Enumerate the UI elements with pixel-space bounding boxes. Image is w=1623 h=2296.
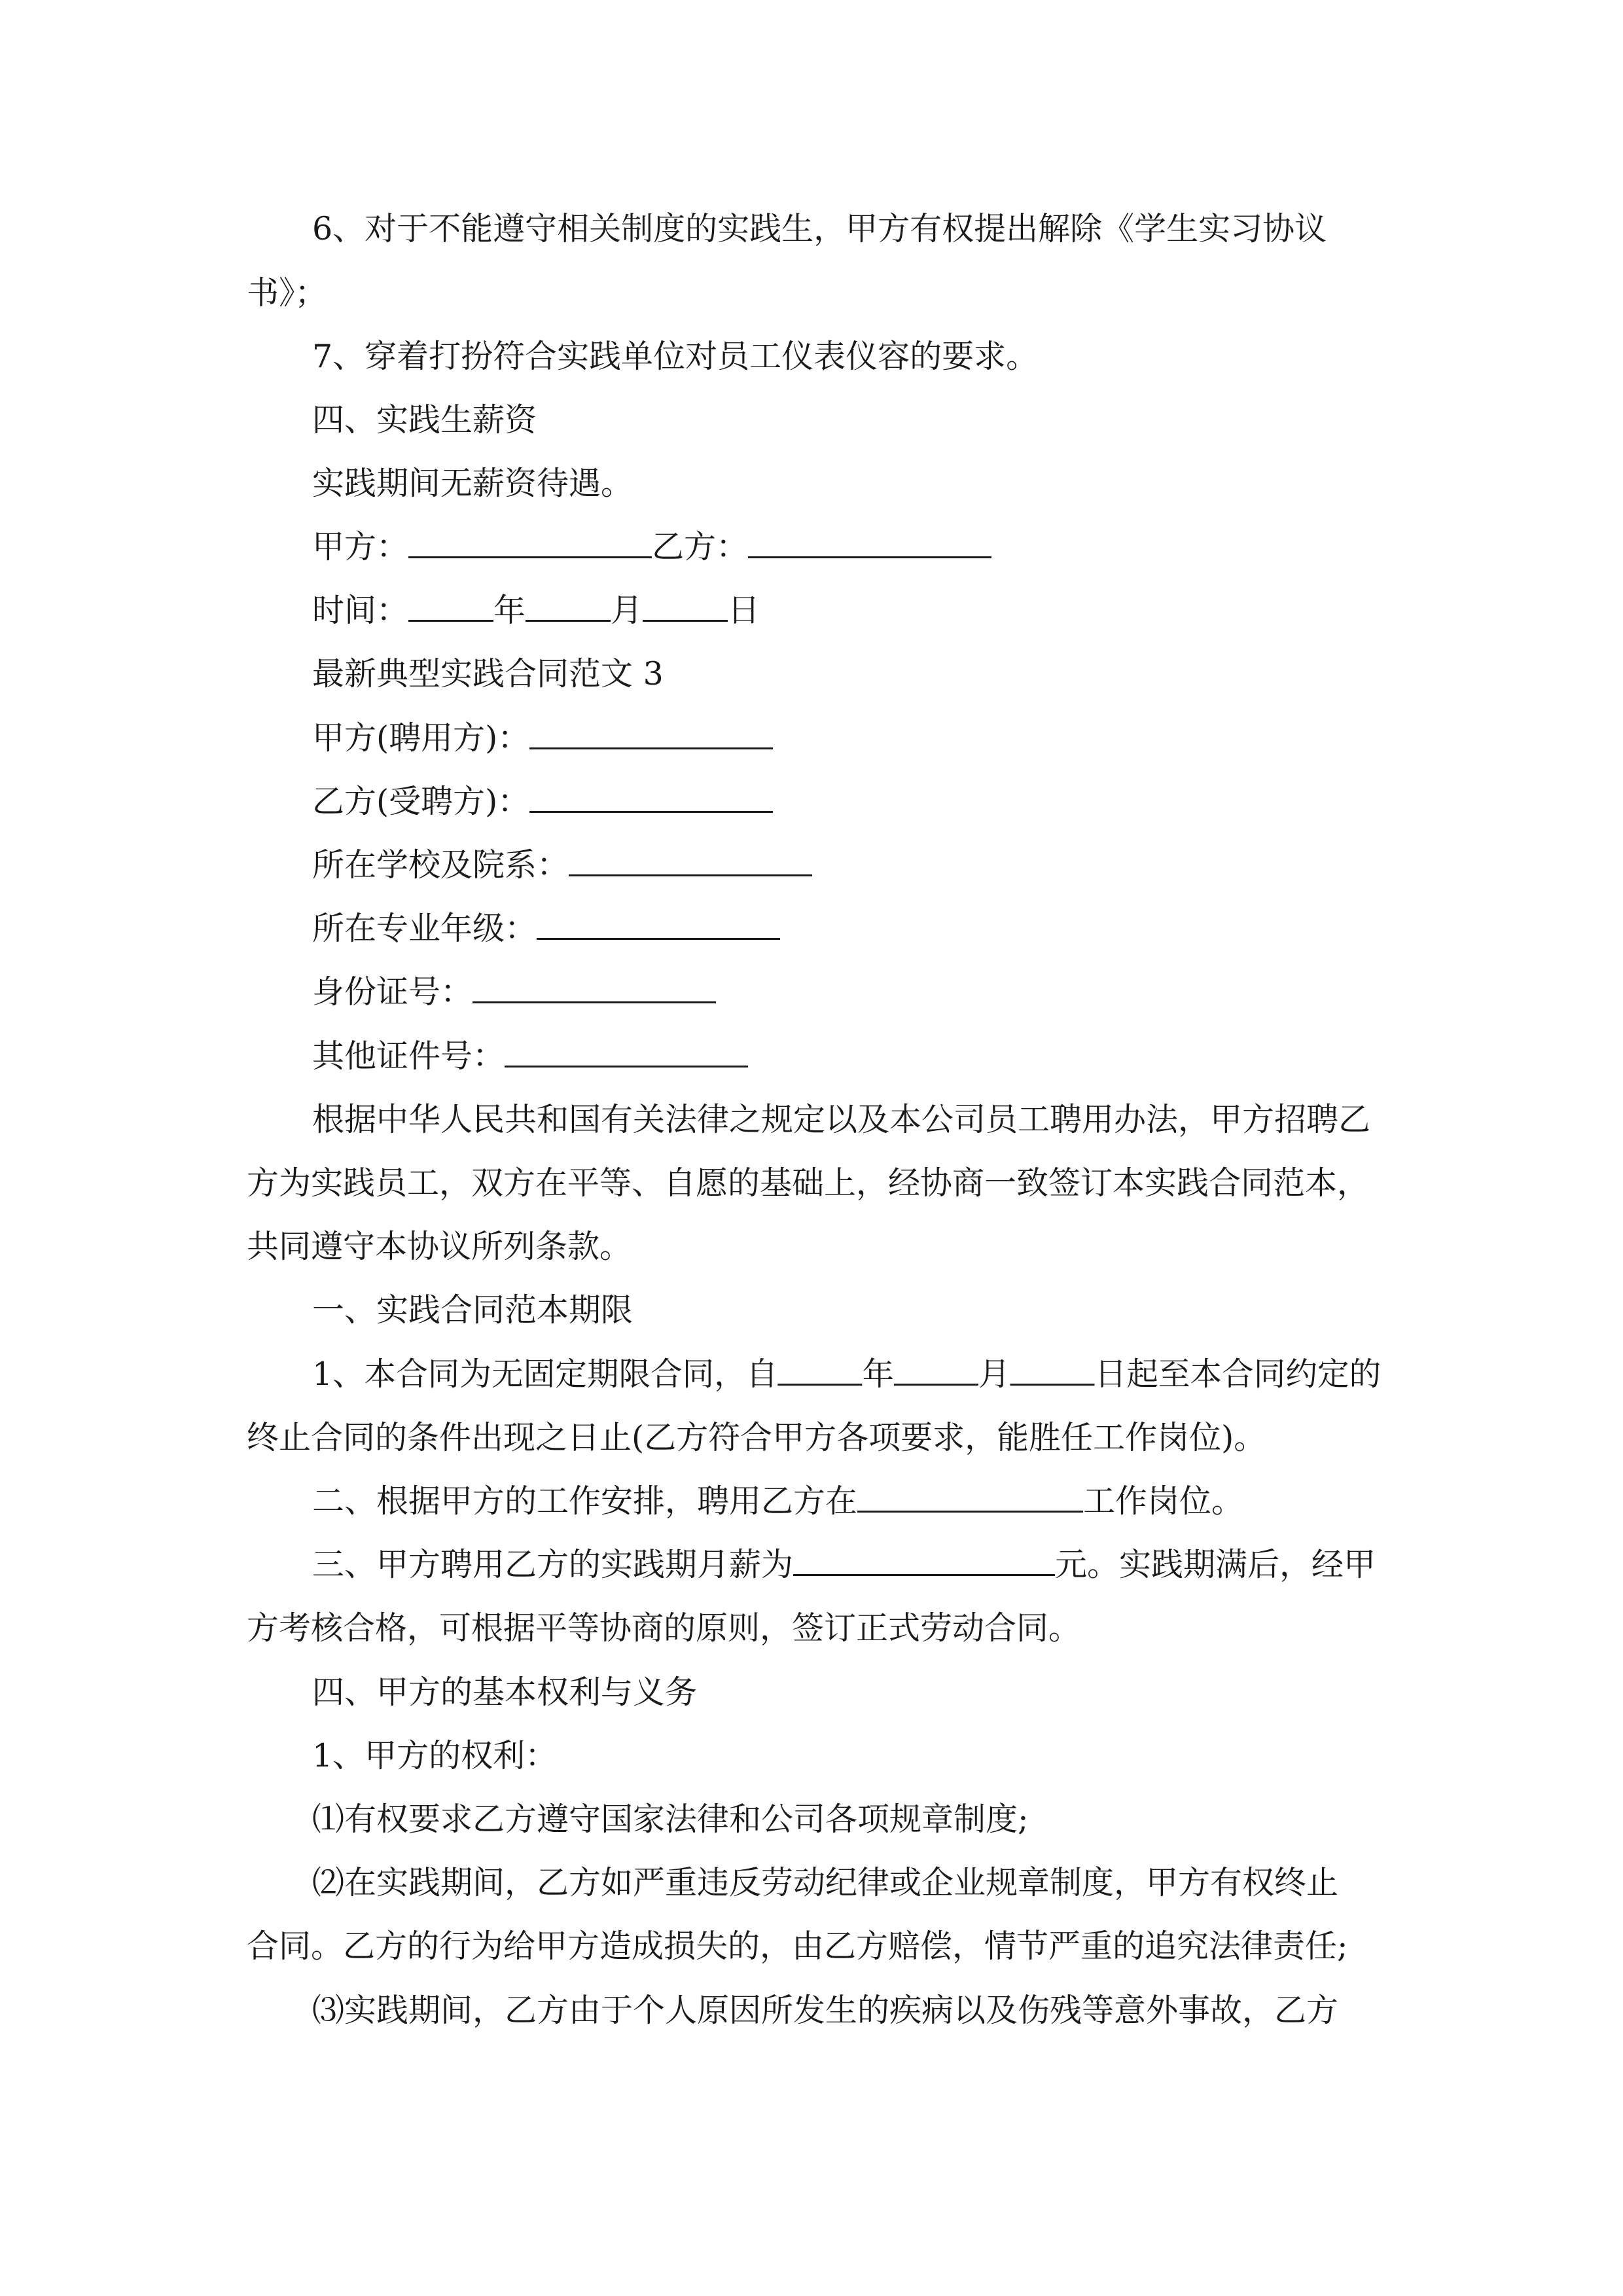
start-year-blank [778, 1343, 863, 1386]
paragraph-line: 实践期间无薪资待遇。 [312, 465, 633, 502]
paragraph-line: 根据中华人民共和国有关法律之规定以及本公司员工聘用办法，甲方招聘乙 [312, 1101, 1371, 1138]
document-title: 最新典型实践合同范文 3 [312, 655, 664, 692]
paragraph-line: 方为实践员工，双方在平等、自愿的基础上，经协商一致签订本实践合同范本， [247, 1164, 1370, 1202]
form-field-line [312, 707, 773, 770]
paragraph-line: 终止合同的条件出现之日止(乙方符合甲方各项要求，能胜任工作岗位)。 [247, 1419, 1266, 1456]
other-id-blank [505, 1025, 748, 1067]
year-label: 年 [493, 592, 526, 629]
major-label: 所在专业年级： [312, 910, 537, 947]
party-b-label: 乙方： [652, 528, 749, 565]
party-b-blank [748, 516, 991, 558]
form-field-line [312, 897, 780, 960]
paragraph-line [312, 1534, 1376, 1596]
school-blank [569, 834, 812, 876]
salary-text: 三、甲方聘用乙方的实践期月薪为 [312, 1546, 794, 1583]
month-label: 月 [611, 592, 643, 629]
form-field-line [312, 834, 812, 897]
id-number-label: 身份证号： [312, 973, 473, 1011]
salary-text-end: 元。实践期满后，经甲 [1055, 1546, 1376, 1583]
term-text: 1、本合同为无固定期限合同，自 [312, 1355, 778, 1393]
paragraph-line: ⑴有权要求乙方遵守国家法律和公司各项规章制度; [312, 1801, 1029, 1838]
paragraph-line: 1、甲方的权利： [312, 1737, 558, 1774]
term-text-end: 日起至本合同约定的 [1094, 1355, 1382, 1393]
year-blank [408, 579, 493, 622]
paragraph-line: 6、对于不能遵守相关制度的实践生，甲方有权提出解除《学生实习协议 [312, 210, 1327, 247]
month-blank [526, 579, 611, 622]
paragraph-line: 方考核合格，可根据平等协商的原则，签订正式劳动合同。 [247, 1609, 1081, 1647]
form-field-line [312, 1025, 748, 1088]
day-label: 日 [728, 592, 760, 629]
section-heading: 一、实践合同范本期限 [312, 1291, 633, 1329]
salary-blank [793, 1534, 1055, 1576]
employee-blank [529, 770, 773, 813]
school-label: 所在学校及院系： [312, 846, 569, 884]
employer-label: 甲方(聘用方)： [312, 719, 530, 757]
paragraph-line: ⑵在实践期间，乙方如严重违反劳动纪律或企业规章制度，甲方有权终止 [312, 1864, 1339, 1901]
paragraph-line: 7、穿着打扮符合实践单位对员工仪表仪容的要求。 [312, 338, 1039, 375]
paragraph-line: 书》； [247, 274, 327, 312]
day-blank [643, 579, 728, 622]
party-a-blank [408, 516, 652, 558]
date-line [312, 579, 760, 642]
section-heading: 四、甲方的基本权利与义务 [312, 1674, 698, 1711]
major-blank [537, 897, 780, 940]
signature-line [312, 516, 991, 579]
employee-label: 乙方(受聘方)： [312, 783, 530, 820]
other-id-label: 其他证件号： [312, 1037, 505, 1075]
paragraph-line: 共同遵守本协议所列条款。 [247, 1228, 632, 1265]
position-text-end: 工作岗位。 [1083, 1482, 1244, 1520]
paragraph-line [312, 1470, 1243, 1533]
position-blank [857, 1470, 1083, 1513]
employer-blank [529, 707, 773, 749]
paragraph-line: 合同。乙方的行为给甲方造成损失的，由乙方赔偿，情节严重的追究法律责任; [247, 1928, 1348, 1965]
start-day-blank [1010, 1343, 1095, 1386]
start-month-blank [894, 1343, 978, 1386]
time-label: 时间： [312, 592, 409, 629]
month-label: 月 [978, 1355, 1010, 1393]
paragraph-line: ⑶实践期间，乙方由于个人原因所发生的疾病以及伤残等意外事故，乙方 [312, 1992, 1339, 2029]
form-field-line [312, 961, 716, 1024]
year-label: 年 [862, 1355, 895, 1393]
paragraph-line [312, 1343, 1381, 1406]
section-heading: 四、实践生薪资 [312, 401, 537, 439]
party-a-label: 甲方： [312, 528, 409, 565]
position-text: 二、根据甲方的工作安排，聘用乙方在 [312, 1482, 858, 1520]
id-number-blank [473, 961, 716, 1003]
form-field-line [312, 770, 773, 833]
